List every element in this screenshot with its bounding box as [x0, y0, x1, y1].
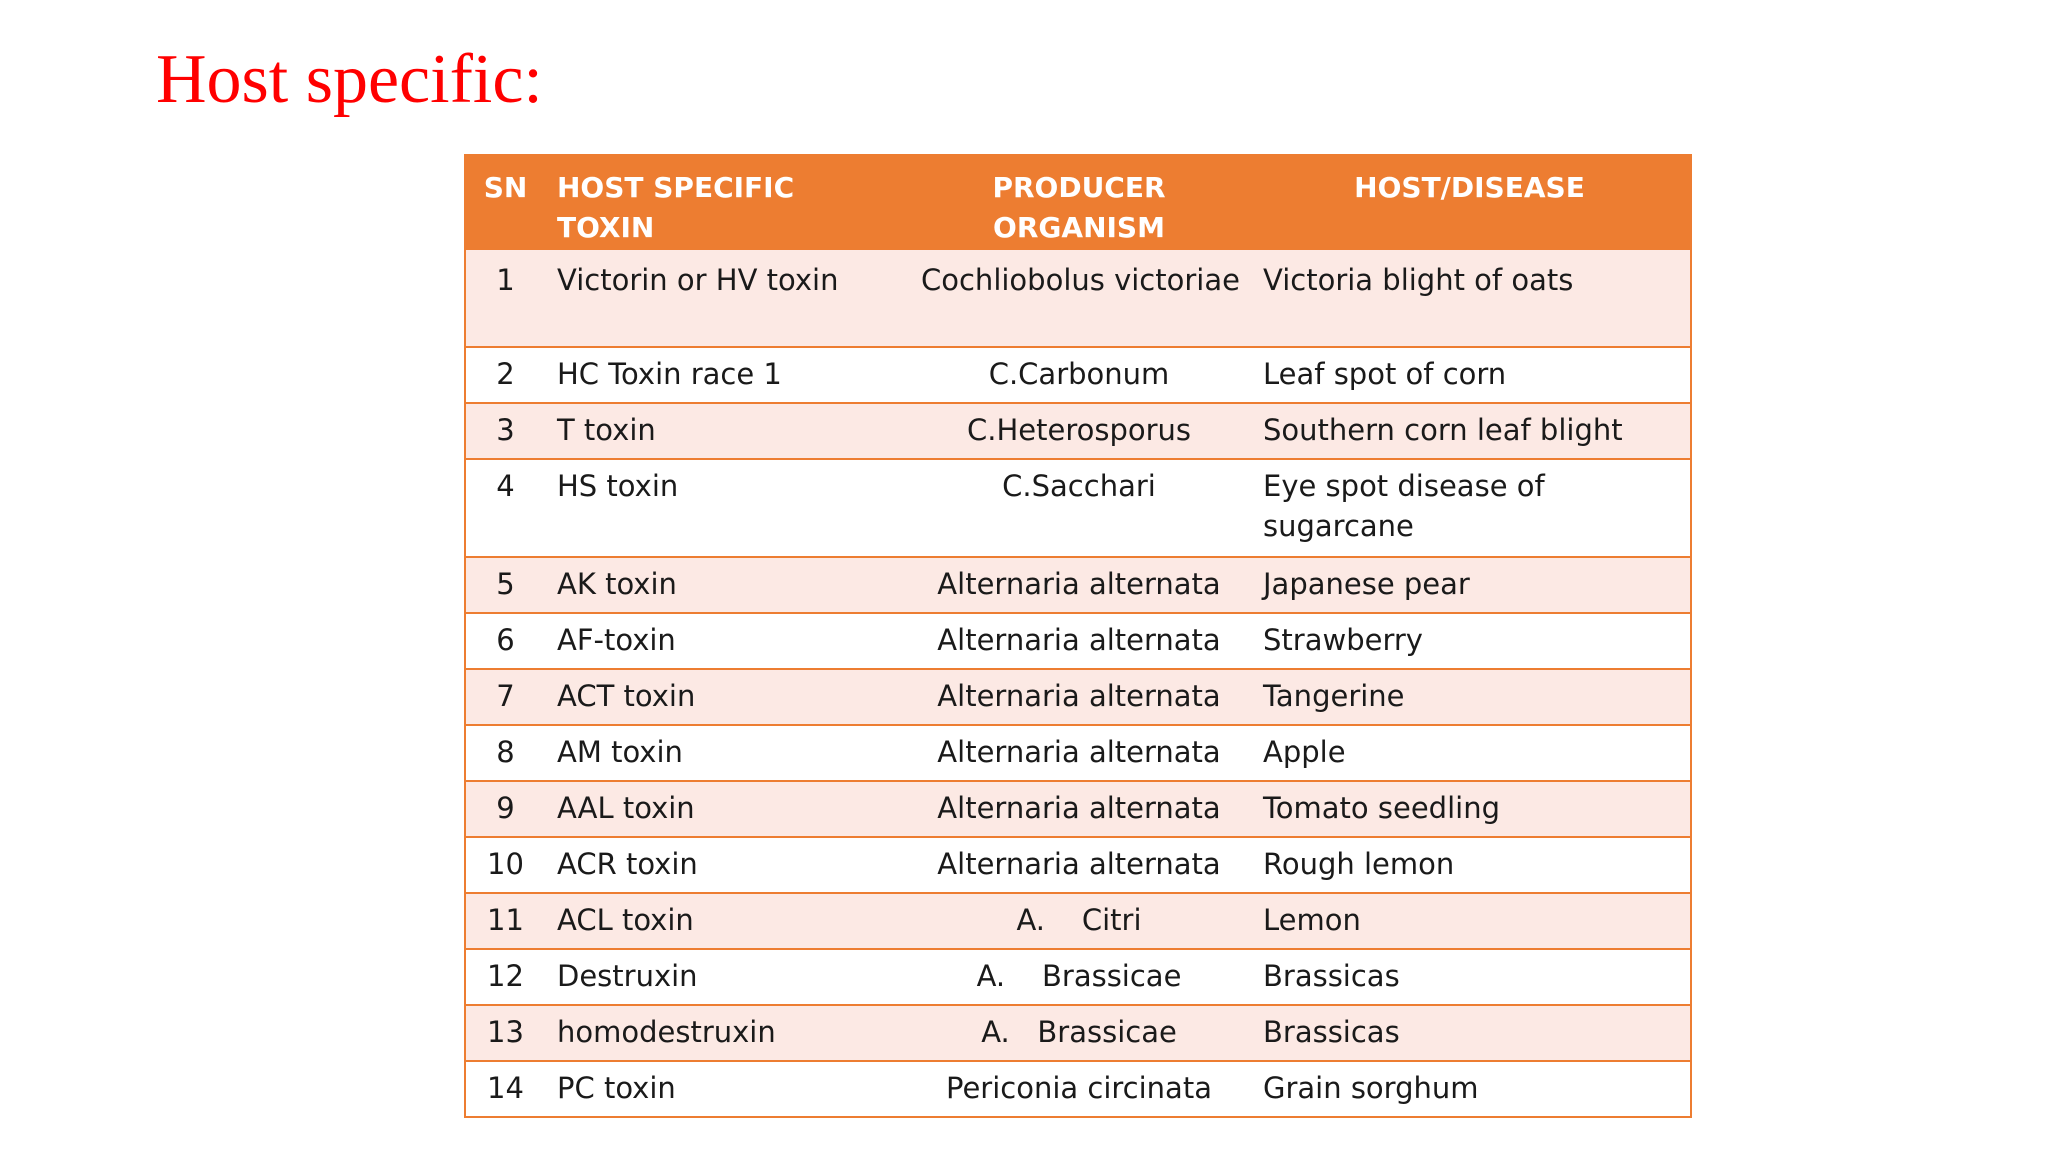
table-row [465, 347, 1691, 403]
cell-organism: Alternaria alternata [909, 613, 1249, 669]
table-row [465, 1005, 1691, 1061]
cell-sn: 10 [465, 837, 545, 893]
cell-organism: A. Citri [909, 893, 1249, 949]
cell-organism: Alternaria alternata [909, 557, 1249, 613]
cell-organism: Alternaria alternata [909, 725, 1249, 781]
cell-sn: 4 [465, 459, 545, 557]
cell-toxin: ACL toxin [545, 893, 909, 949]
cell-sn: 2 [465, 347, 545, 403]
cell-toxin: Victorin or HV toxin [545, 249, 909, 347]
table-row [465, 249, 1691, 347]
cell-sn: 13 [465, 1005, 545, 1061]
cell-toxin: AK toxin [545, 557, 909, 613]
table-row [465, 403, 1691, 459]
table-row [465, 893, 1691, 949]
cell-organism: Alternaria alternata [909, 837, 1249, 893]
cell-toxin: HC Toxin race 1 [545, 347, 909, 403]
cell-host: Lemon [1249, 893, 1691, 949]
table-row [465, 557, 1691, 613]
slide-title: Host specific: [156, 41, 543, 118]
cell-sn: 1 [465, 249, 545, 347]
cell-toxin: Destruxin [545, 949, 909, 1005]
cell-sn: 5 [465, 557, 545, 613]
header-sn: SN [465, 155, 545, 249]
cell-toxin: HS toxin [545, 459, 909, 557]
table-row [465, 837, 1691, 893]
cell-organism: Alternaria alternata [909, 669, 1249, 725]
cell-toxin: PC toxin [545, 1061, 909, 1117]
cell-toxin: T toxin [545, 403, 909, 459]
cell-host: Tangerine [1249, 669, 1691, 725]
header-host: HOST/DISEASE [1249, 155, 1691, 249]
cell-organism: A. Brassicae [909, 949, 1249, 1005]
cell-host: Leaf spot of corn [1249, 347, 1691, 403]
cell-toxin: homodestruxin [545, 1005, 909, 1061]
cell-toxin: ACT toxin [545, 669, 909, 725]
cell-sn: 11 [465, 893, 545, 949]
table-row [465, 613, 1691, 669]
cell-host: Eye spot disease of sugarcane [1249, 459, 1691, 557]
cell-sn: 12 [465, 949, 545, 1005]
cell-sn: 14 [465, 1061, 545, 1117]
table-header [465, 155, 1691, 249]
table-row [465, 949, 1691, 1005]
cell-toxin: AF-toxin [545, 613, 909, 669]
cell-host: Japanese pear [1249, 557, 1691, 613]
cell-host: Victoria blight of oats [1249, 249, 1691, 347]
table-row [465, 459, 1691, 557]
header-toxin: HOST SPECIFIC TOXIN [545, 155, 909, 249]
table-row [465, 725, 1691, 781]
cell-host: Tomato seedling [1249, 781, 1691, 837]
cell-organism: A. Brassicae [909, 1005, 1249, 1061]
cell-sn: 7 [465, 669, 545, 725]
cell-organism: C.Carbonum [909, 347, 1249, 403]
cell-organism: Periconia circinata [909, 1061, 1249, 1117]
table-row [465, 781, 1691, 837]
cell-host: Grain sorghum [1249, 1061, 1691, 1117]
cell-organism: C.Sacchari [909, 459, 1249, 557]
table-row [465, 669, 1691, 725]
cell-sn: 9 [465, 781, 545, 837]
cell-host: Rough lemon [1249, 837, 1691, 893]
table-body [465, 249, 1691, 1117]
cell-organism: Alternaria alternata [909, 781, 1249, 837]
cell-organism: Cochliobolus victoriae [909, 249, 1249, 347]
host-specific-toxin-table [464, 154, 1692, 1118]
cell-host: Apple [1249, 725, 1691, 781]
header-organism: PRODUCER ORGANISM [909, 155, 1249, 249]
cell-host: Brassicas [1249, 949, 1691, 1005]
cell-sn: 3 [465, 403, 545, 459]
cell-host: Strawberry [1249, 613, 1691, 669]
cell-toxin: AM toxin [545, 725, 909, 781]
cell-sn: 6 [465, 613, 545, 669]
header-row [465, 155, 1691, 249]
cell-host: Southern corn leaf blight [1249, 403, 1691, 459]
cell-toxin: ACR toxin [545, 837, 909, 893]
table-row [465, 1061, 1691, 1117]
cell-toxin: AAL toxin [545, 781, 909, 837]
cell-organism: C.Heterosporus [909, 403, 1249, 459]
cell-sn: 8 [465, 725, 545, 781]
cell-host: Brassicas [1249, 1005, 1691, 1061]
